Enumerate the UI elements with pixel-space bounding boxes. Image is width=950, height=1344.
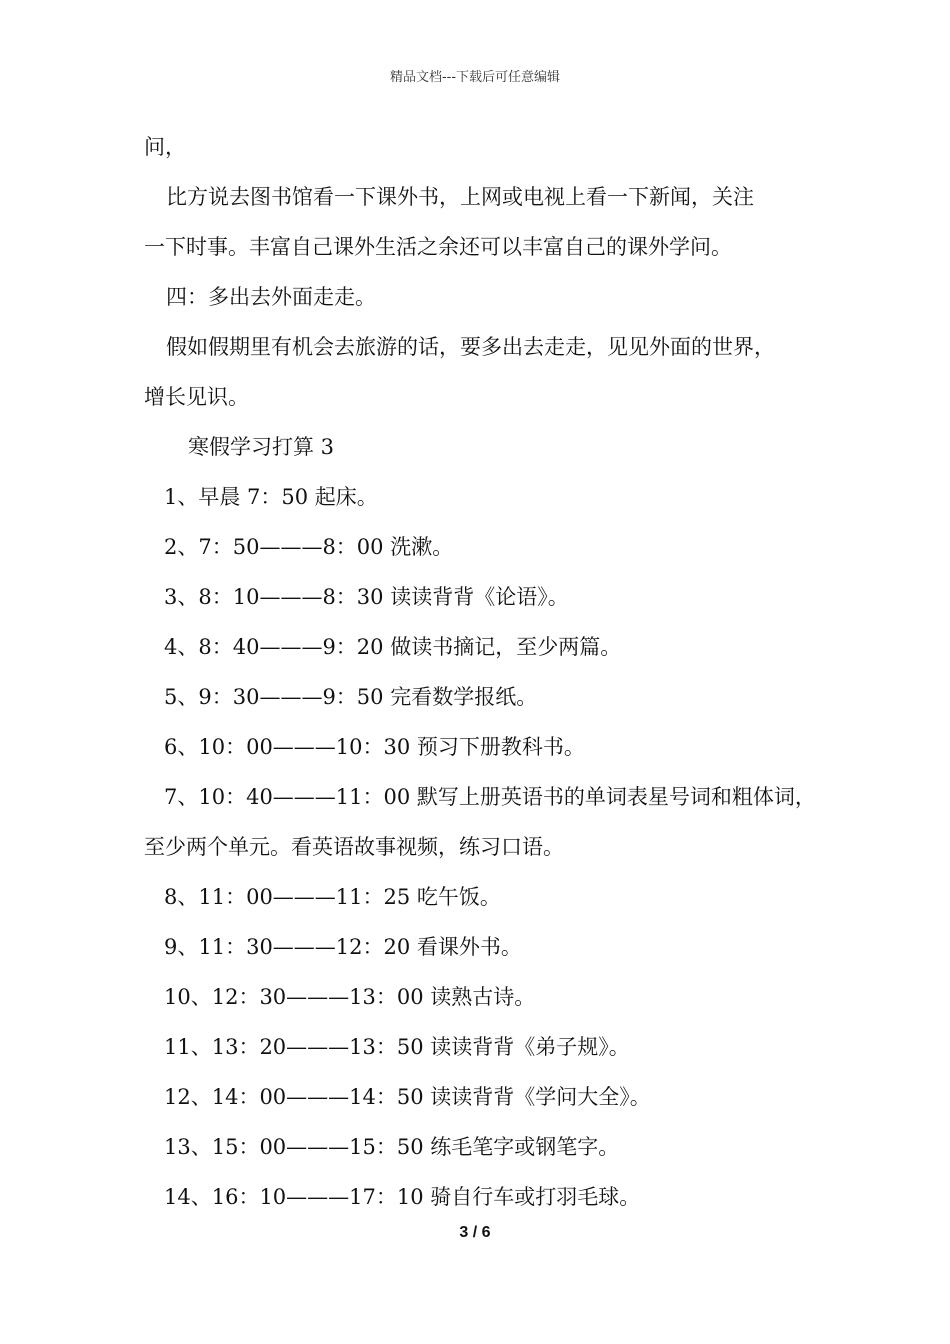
schedule-item: 6、10：00———10：30 预习下册教科书。 xyxy=(164,735,585,759)
schedule-item-continuation: 至少两个单元。看英语故事视频，练习口语。 xyxy=(144,835,564,859)
schedule-item: 13、15：00———15：50 练毛笔字或钢笔字。 xyxy=(164,1135,620,1159)
schedule-item: 4、8：40———9：20 做读书摘记，至少两篇。 xyxy=(164,635,622,659)
page-header: 精品文档---下载后可任意编辑 xyxy=(389,70,561,85)
paragraph-line: 一下时事。丰富自己课外生活之余还可以丰富自己的课外学问。 xyxy=(144,235,732,259)
schedule-item: 7、10：40———11：00 默写上册英语书的单词表星号词和粗体词， xyxy=(164,785,816,809)
section-heading: 四：多出去外面走走。 xyxy=(166,285,376,309)
schedule-item: 3、8：10———8：30 读读背背《论语》。 xyxy=(164,585,569,609)
paragraph-line: 假如假期里有机会去旅游的话，要多出去走走，见见外面的世界， xyxy=(166,335,775,359)
section-title: 寒假学习打算 3 xyxy=(188,435,335,459)
schedule-item: 1、早晨 7：50 起床。 xyxy=(164,485,378,509)
schedule-item: 5、9：30———9：50 完看数学报纸。 xyxy=(164,685,538,709)
schedule-item: 10、12：30———13：00 读熟古诗。 xyxy=(164,985,536,1009)
paragraph-line: 问， xyxy=(144,135,186,159)
schedule-item: 8、11：00———11：25 吃午饭。 xyxy=(164,885,501,909)
schedule-item: 14、16：10———17：10 骑自行车或打羽毛球。 xyxy=(164,1185,641,1209)
schedule-item: 9、11：30———12：20 看课外书。 xyxy=(164,935,522,959)
page-number: 3 / 6 xyxy=(459,1224,491,1241)
paragraph-line: 比方说去图书馆看一下课外书，上网或电视上看一下新闻，关注 xyxy=(166,185,754,209)
schedule-item: 12、14：00———14：50 读读背背《学问大全》。 xyxy=(164,1085,651,1109)
paragraph-line: 增长见识。 xyxy=(144,385,249,409)
schedule-item: 2、7：50———8：00 洗漱。 xyxy=(164,535,454,559)
schedule-item: 11、13：20———13：50 读读背背《弟子规》。 xyxy=(164,1035,630,1059)
